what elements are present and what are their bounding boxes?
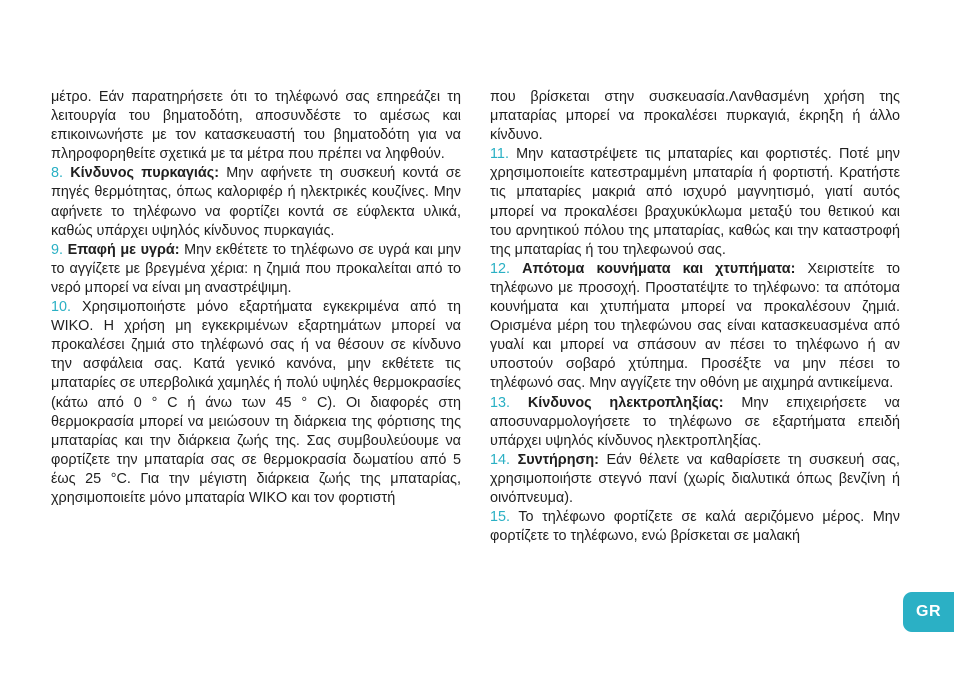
left-column [51,88,461,508]
safety-item-9 [51,241,461,298]
safety-item-11 [490,145,900,260]
item-number: 12. [490,260,511,277]
item-heading: Συντήρηση: [517,451,599,468]
item-heading: Επαφή με υγρά: [67,241,180,258]
item-text: Μην επιχειρήσετε να αποσυναρμολογήσετε το τηλέφωνο σε εξαρτήματα επειδή υπάρχει υψηλός κίνδυνος ηλεκτροπληξίας. [490,394,900,449]
safety-item-14 [490,451,900,508]
intro-paragraph: μέτρο. Εάν παρατηρήσετε ότι το τηλέφωνό σας επηρεάζει τη λειτουργία του βηματοδότη, αποσυνδέστε το αμέσως και επικοινωνήστε με τον κατασκευαστή του βηματοδότη για να πληροφορηθείτε σχετικά με τα μέτρα που πρέπει να ληφθούν. [51,89,461,163]
item-text: Μην καταστρέψετε τις μπαταρίες και φορτιστές. Ποτέ μην χρησιμοποιείτε κατεστραμμένη μπαταρία ή φορτιστή. Κρατήστε τις μπαταρίες μακριά από ισχυρό μαγνητισμό, γιατί αυτός μπορεί να προκαλέσει βραχυκύκλωμα μεταξύ του θετικού και του αρνητικού πόλου της μπαταρίας, καθώς και την καταστροφή της μπαταρίας ή του τηλεφωνού σας. [490,146,900,258]
safety-item-8 [51,164,461,240]
item-number: 8. [51,165,64,182]
item-text: Μην αφήνετε τη συσκευή κοντά σε πηγές θερμότητας, όπως καλοριφέρ ή ηλεκτρικές κουζίνες. Μην αφήνετε το τηλέφωνο να φορτίζει κοντά σε εύφλεκτα υλικά, καθώς υπάρχει υψηλός κίνδυνος πυρκαγιάς. [51,165,461,239]
item-number: 14. [490,451,511,468]
right-column [490,88,900,546]
item-number: 9. [51,241,64,258]
language-tab: GR [903,592,954,632]
continuation-paragraph: που βρίσκεται στην συσκευασία.Λανθασμένη χρήση της μπαταρίας μπορεί να προκαλέσει πυρκαγιά, έκρηξη ή άλλο κίνδυνο. [490,89,900,144]
item-text: Μην εκθέτετε το τηλέφωνο σε υγρά και μην το αγγίζετε με βρεγμένα χέρια: η ζημιά που προκαλείται από το νερό μπορεί να είναι μη αναστρέψιμη. [51,241,462,296]
safety-item-12 [490,260,900,394]
item-heading: Κίνδυνος πυρκαγιάς: [70,165,220,182]
item-text: Εάν θέλετε να καθαρίσετε τη συσκευή σας, χρησιμοποιήστε στεγνό πανί (χωρίς διαλυτικά όπως βενζίνη ή οινόπνευμα). [490,451,900,506]
safety-item-10 [51,298,461,508]
item-number: 13. [490,394,511,411]
item-text: Χειριστείτε το τηλέφωνο με προσοχή. Προστατέψτε το τηλέφωνο: τα απότομα κουνήματα και χτυπήματα μπορεί να προκαλέσουν ζημιά. Ορισμένα μέρη του τηλεφώνου σας είναι κατασκευασμένα από γυαλί και μπορεί να σπάσουν αν πέσει το τηλέφωνο ή αν υποστούν σοβαρό χτύπημα. Προσέξτε να μην πέσει το τηλέφωνό σας. Μην αγγίζετε την οθόνη με αιχμηρά αντικείμενα. [490,260,900,392]
item-text: Το τηλέφωνο φορτίζετε σε καλά αεριζόμενο μέρος. Μην φορτίζετε το τηλέφωνο, ενώ βρίσκεται σε μαλακή [490,509,900,545]
safety-item-13 [490,394,900,451]
item-number: 11. [490,146,509,163]
item-text: Χρησιμοποιήστε μόνο εξαρτήματα εγκεκριμένα από τη WIKO. Η χρήση μη εγκεκριμένων εξαρτημάτων μπορεί να προκαλέσει ζημιά στο τηλέφωνό σας ή να θέσουν σε κίνδυνο την ασφάλεια σας. Κατά γενικό κανόνα, μην εκθέτετε τις μπαταρίες σε υπερβολικά χαμηλές ή πολύ υψηλές θερμοκρασίες (κάτω από 0 ° C ή άνω των 45 ° C). Οι διαφορές στη θερμοκρασία μπορεί να μειώσουν τη διάρκεια της φόρτισης της μπαταρίας και την διάρκεια ζωής της. Σας συμβουλεύουμε να φορτίζετε την μπαταρία σας σε θερμοκρασία δωματίου από 5 έως 25 °C. Για την μέγιστη διάρκεια ζωής της μπαταρίας, χρησιμοποιείτε μόνο μπαταρία WIKO και τον φορτιστή [51,299,461,506]
item-heading: Απότομα κουνήματα και χτυπήματα: [522,260,796,277]
item-heading: Κίνδυνος ηλεκτροπληξίας: [527,394,724,411]
item-number: 10. [51,299,72,316]
safety-item-15 [490,508,900,546]
item-number: 15. [490,509,511,526]
